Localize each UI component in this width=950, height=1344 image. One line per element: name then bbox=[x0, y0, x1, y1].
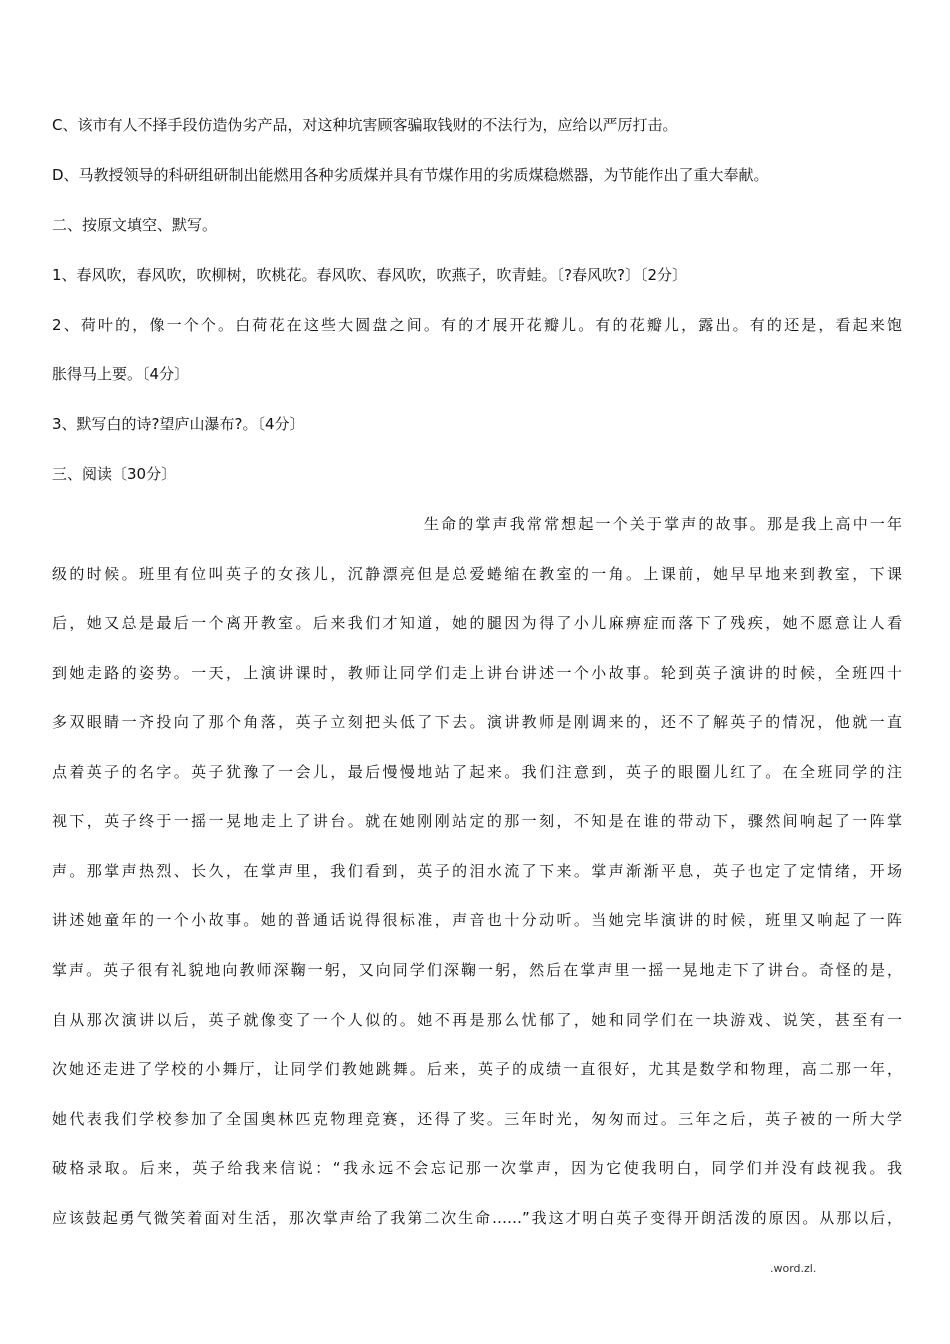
passage-line: 后，她又总是最后一个离开教室。后来我们才知道，她的腿因为得了小儿麻痹症而落下了残疾，她不愿意让人看 bbox=[52, 614, 902, 632]
passage-line: 生命的掌声我常常想起一个关于掌声的故事。那是我上高中一年 bbox=[424, 515, 902, 533]
passage-line: 掌声。英子很有礼貌地向教师深鞠一躬，又向同学们深鞠一躬，然后在掌声里一摇一晃地走下了讲台。奇怪的是， bbox=[52, 961, 902, 979]
question-c: C、该市有人不择手段仿造伪劣产品，对这种坑害顾客骗取钱财的不法行为，应给以严厉打击。 bbox=[52, 116, 678, 134]
section2-heading: 二、按原文填空、默写。 bbox=[52, 216, 218, 234]
question-d: D、马教授领导的科研组研制出能燃用各种劣质煤并具有节煤作用的劣质煤稳燃器，为节能作出了重大奉献。 bbox=[52, 166, 769, 184]
passage-line: 级的时候。班里有位叫英子的女孩儿，沉静漂亮但是总爱蜷缩在教室的一角。上课前，她早早地来到教室，下课 bbox=[52, 565, 902, 583]
passage-line: 声。那掌声热烈、长久，在掌声里，我们看到，英子的泪水流了下来。掌声渐渐平息，英子也定了定情绪，开场 bbox=[52, 862, 902, 880]
section2-item-2-cont: 胀得马上要。〔4分〕 bbox=[52, 365, 190, 383]
passage-line: 视下，英子终于一摇一晃地走上了讲台。就在她刚刚站定的那一刻，不知是在谁的带动下，骤然间响起了一阵掌 bbox=[52, 812, 902, 830]
section2-item-3: 3、默写白的诗?望庐山瀑布?。〔4分〕 bbox=[52, 415, 305, 433]
page-footer: .word.zl. bbox=[770, 1262, 817, 1275]
passage-line: 多双眼睛一齐投向了那个角落，英子立刻把头低了下去。演讲教师是刚调来的，还不了解英子的情况，他就一直 bbox=[52, 713, 902, 731]
passage-line: 她代表我们学校参加了全国奥林匹克物理竞赛，还得了奖。三年时光，匆匆而过。三年之后，英子被的一所大学 bbox=[52, 1110, 902, 1128]
section2-item-2: 2、荷叶的，像一个个。白荷花在这些大圆盘之间。有的才展开花瓣儿。有的花瓣儿，露出。有的还是，看起来饱 bbox=[52, 316, 902, 334]
passage-line: 应该鼓起勇气微笑着面对生活，那次掌声给了我第二次生命……”我这才明白英子变得开朗活泼的原因。从那以后， bbox=[52, 1209, 902, 1227]
section2-item-1: 1、春风吹，春风吹，吹柳树，吹桃花。春风吹、春风吹，吹燕子，吹青蛙。〔?春风吹?〕〔2分〕 bbox=[52, 266, 688, 284]
passage-line: 自从那次演讲以后，英子就像变了一个人似的。她不再是那么忧郁了，她和同学们在一块游戏、说笑，甚至有一 bbox=[52, 1011, 902, 1029]
passage-line: 点着英子的名字。英子犹豫了一会儿，最后慢慢地站了起来。我们注意到，英子的眼圈儿红了。在全班同学的注 bbox=[52, 763, 902, 781]
passage-line: 到她走路的姿势。一天，上演讲课时，教师让同学们走上讲台讲述一个小故事。轮到英子演讲的时候，全班四十 bbox=[52, 664, 902, 682]
passage-line: 破格录取。后来，英子给我来信说：“我永远不会忘记那一次掌声，因为它使我明白，同学们并没有歧视我。我 bbox=[52, 1159, 902, 1177]
passage-line: 讲述她童年的一个小故事。她的普通话说得很标准，声音也十分动听。当她完毕演讲的时候，班里又响起了一阵 bbox=[52, 911, 902, 929]
passage-line: 次她还走进了学校的小舞厅，让同学们教她跳舞。后来，英子的成绩一直很好，尤其是数学和物理，高二那一年， bbox=[52, 1060, 902, 1078]
section3-heading: 三、阅读〔30分〕 bbox=[52, 465, 177, 483]
